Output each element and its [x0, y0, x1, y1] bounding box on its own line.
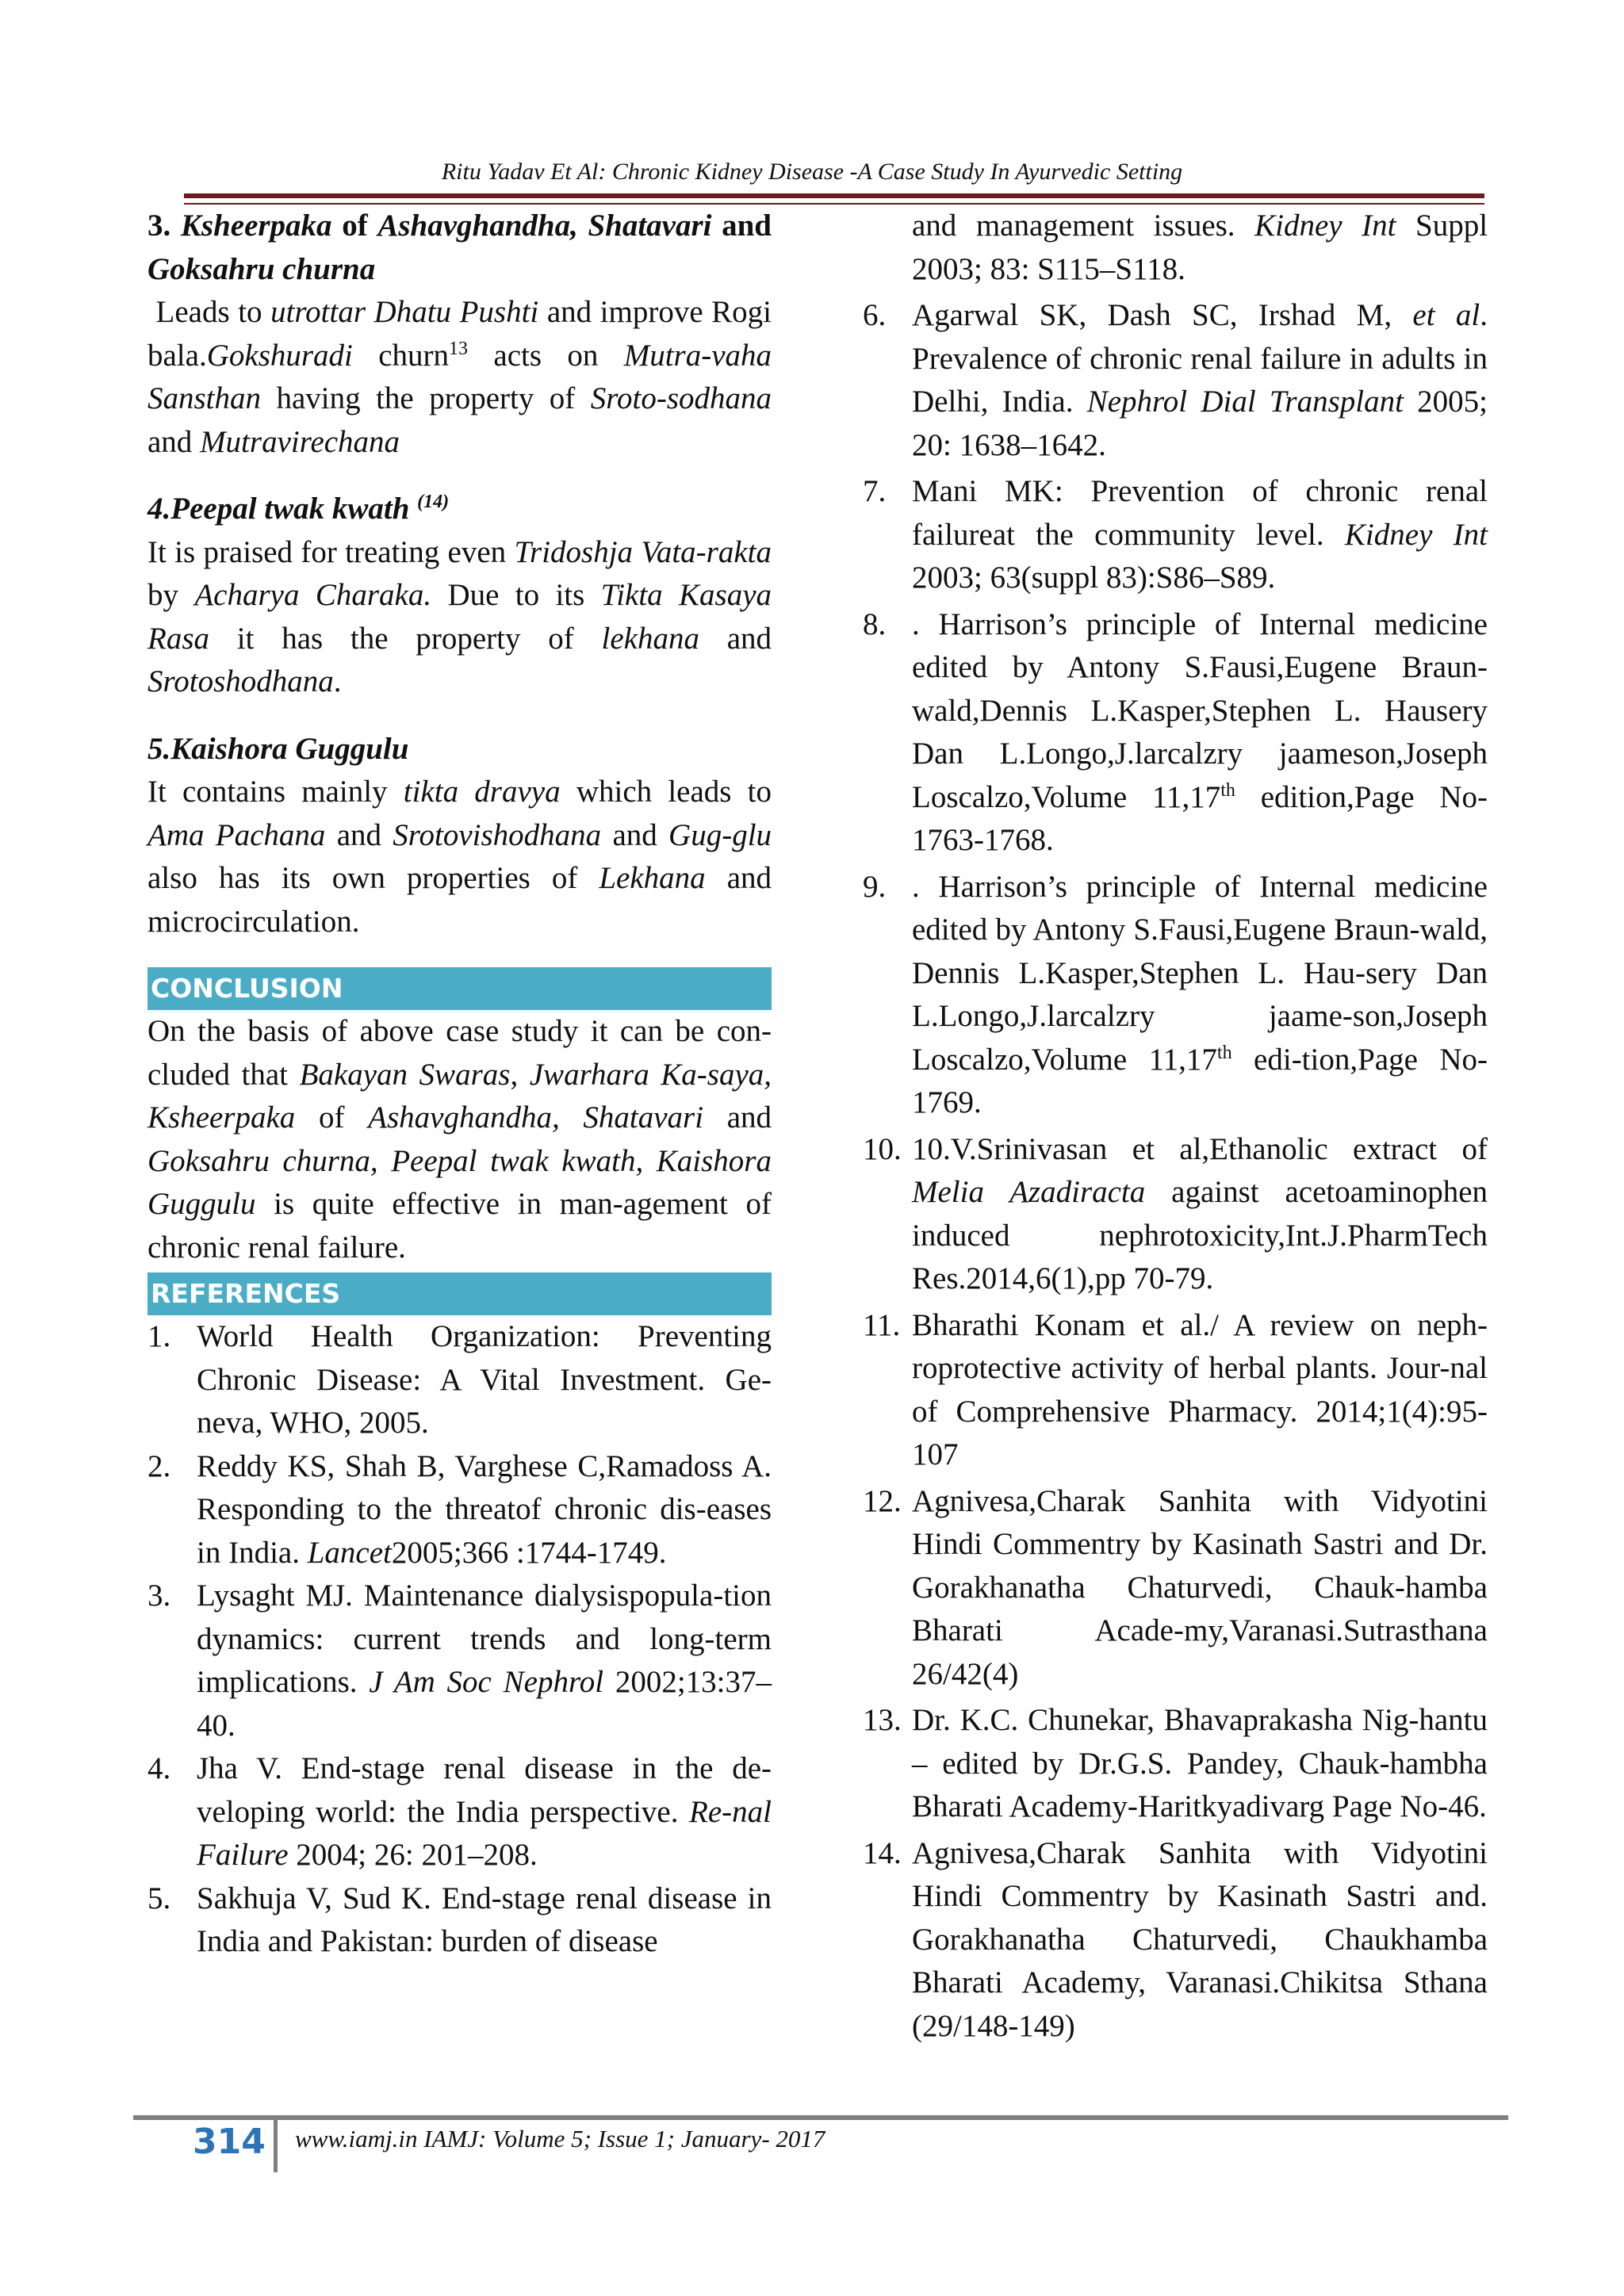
footer-rule: [133, 2115, 1508, 2120]
section-peepal-twak-kwath: [147, 488, 772, 704]
reference-item: 5. Sakhuja V, Sud K. End-stage renal disease in India and Pakistan: burden of disease: [147, 1881, 772, 1958]
reference-item: 8. . Harrison’s principle of Internal medicine edited by Antony S.Fausi,Eugene Braun-wald,Dennis L.Kasper,Stephen L. Hausery Dan L.Longo,J.larcalzry jaameson,Joseph Loscalzo,Volume 11,17th edition,Page No-1763-1768.: [863, 607, 1488, 857]
reference-item: 4. Jha V. End-stage renal disease in the de-veloping world: the India perspective. Re-nal Failure 2004; 26: 201–208.: [147, 1751, 772, 1872]
reference-item-continued: and management issues. Kidney Int Suppl 2003; 83: S115–S118.: [912, 209, 1488, 286]
reference-list-right: [863, 294, 1488, 2048]
reference-item: 14. Agnivesa,Charak Sanhita with Vidyotini Hindi Commentry by Kasinath Sastri and. Gorakhanatha Chaturvedi, Chaukhamba Bharati Academy, Varanasi.Chikitsa Sthana (29/148-149): [863, 1835, 1488, 2043]
reference-item: 12. Agnivesa,Charak Sanhita with Vidyotini Hindi Commentry by Kasinath Sastri and Dr. Gorakhanatha Chaturvedi, Chauk-hamba Bharati Acade-my,Varanasi.Sutrasthana 26/42(4): [863, 1483, 1488, 1691]
header-rule: [184, 193, 1484, 198]
section-body: It is praised for treating even Tridoshja Vata-rakta by Acharya Charaka. Due to its Tikta Kasaya Rasa it has the property of lekhana and Srotoshodhana.: [147, 534, 772, 698]
reference-item: 9. . Harrison’s principle of Internal medicine edited by Antony S.Fausi,Eugene Braun-wald, Dennis L.Kasper,Stephen L. Hau-sery Dan L.Longo,J.larcalzry jaame-son,Joseph Loscalzo,Volume 11,17th edi-tion,Page No-1769.: [863, 869, 1488, 1119]
reference-item: 6. Agarwal SK, Dash SC, Irshad M, et al. Prevalence of chronic renal failure in adults in Delhi, India. Nephrol Dial Transplant 2005; 20: 1638–1642.: [863, 298, 1488, 462]
footer-divider: [274, 2120, 278, 2172]
reference-item: 11. Bharathi Konam et al./ A review on neph-roprotective activity of herbal plants. Jour-nal of Comprehensive Pharmacy. 2014;1(4):95-107: [863, 1307, 1488, 1471]
reference-item: 3. Lysaght MJ. Maintenance dialysispopula-tion dynamics: current trends and long-term implications. J Am Soc Nephrol 2002;13:37–40.: [147, 1578, 772, 1743]
reference-item: 13. Dr. K.C. Chunekar, Bhavaprakasha Nig-hantu – edited by Dr.G.S. Pandey, Chauk-hambha Bharati Academy-Haritkyadivarg Page No-46.: [863, 1703, 1488, 1823]
left-column: [147, 205, 772, 1964]
reference-item: 7. Mani MK: Prevention of chronic renal failureat the community level. Kidney Int 2003; 63(suppl 83):S86–S89.: [863, 474, 1488, 595]
conclusion-heading: CONCLUSION: [147, 967, 772, 1010]
running-header: Ritu Yadav Et Al: Chronic Kidney Disease -A Case Study In Ayurvedic Setting: [441, 159, 1183, 185]
section-heading: 5.Kaishora Guggulu: [147, 731, 409, 766]
page-number: 314: [193, 2122, 266, 2162]
section-heading: 3. Ksheerpaka of Ashavghandha, Shatavari and Goksahru churna: [147, 209, 772, 286]
right-column: [863, 205, 1488, 2048]
conclusion-body: On the basis of above case study it can be con-cluded that Bakayan Swaras, Jwarhara Ka-saya, Ksheerpaka of Ashavghandha, Shatavari and Goksahru churna, Peepal twak kwath, Kaishora Guggulu is quite effective in man-agement of chronic renal failure.: [147, 1014, 772, 1265]
section-ksheerpaka: [147, 205, 772, 464]
reference-list-left: [147, 1315, 772, 1964]
section-body: Leads to utrottar Dhatu Pushti and improve Rogi bala.Gokshuradi churn$^{13}$ acts on Mutra-vaha Sansthan having the property of Sroto-sodhana and Mutravirechana: [147, 295, 772, 459]
reference-item: 10. 10.V.Srinivasan et al,Ethanolic extract of Melia Azadiracta against acetoaminophen induced nephrotoxicity,Int.J.PharmTech Res.2014,6(1),pp 70-79.: [863, 1131, 1488, 1295]
journal-citation: www.iamj.in IAMJ: Volume 5; Issue 1; January- 2017: [295, 2125, 825, 2152]
reference-item: 2. Reddy KS, Shah B, Varghese C,Ramadoss A. Responding to the threatof chronic dis-eases in India. Lancet2005;366 :1744-1749.: [147, 1448, 772, 1570]
section-body: It contains mainly tikta dravya which leads to Ama Pachana and Srotovishodhana and Gug-glu also has its own properties of Lekhana and microcirculation.: [147, 775, 772, 939]
reference-item: 1. World Health Organization: Preventing Chronic Disease: A Vital Investment. Ge-neva, WHO, 2005.: [147, 1319, 772, 1440]
section-heading: 4.Peepal twak kwath $^{(14)}$: [147, 492, 450, 526]
section-kaishora-guggulu: [147, 728, 772, 944]
references-heading: REFERENCES: [147, 1272, 772, 1315]
